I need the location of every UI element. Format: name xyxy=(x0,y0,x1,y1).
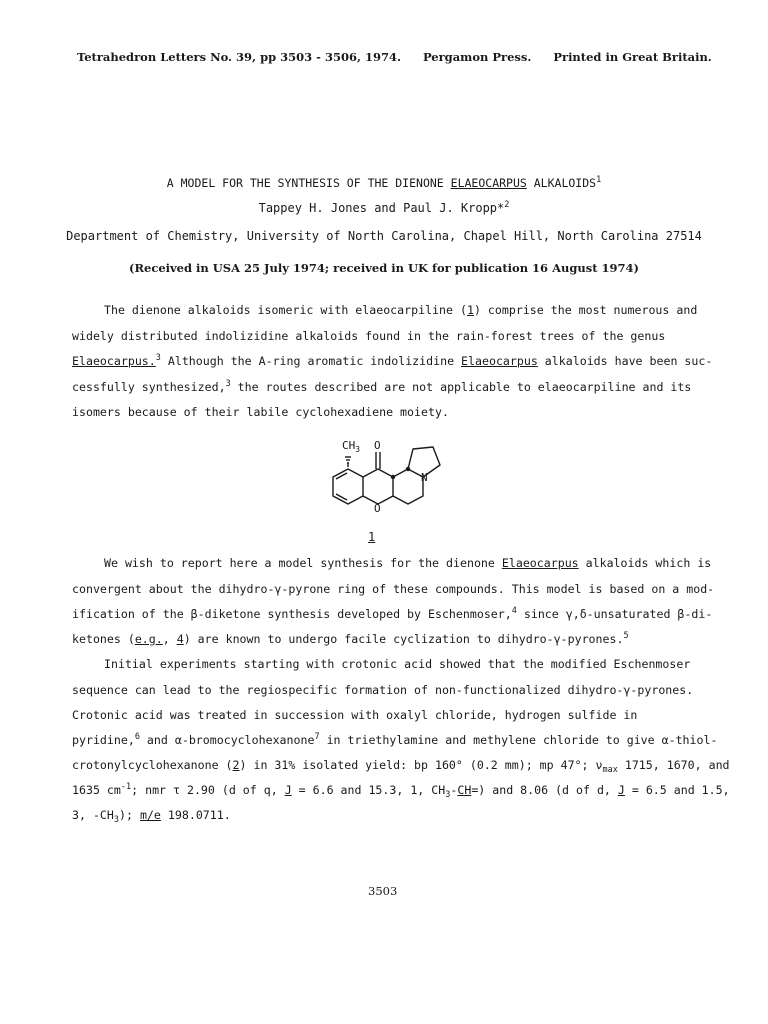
body-line: Elaeocarpus.$^3$ Although the A-ring aromatic indolizidine Elaeocarpus alkaloids have been suc- xyxy=(72,353,713,368)
footnote-marker: 1 xyxy=(596,175,602,185)
journal-citation: Tetrahedron Letters No. 39, pp 3503 - 3506, 1974. xyxy=(77,50,401,64)
affiliation: Department of Chemistry, University of North Carolina, Chapel Hill, North Carolina 27514 xyxy=(66,229,702,243)
ring-oxygen-label: O xyxy=(374,502,381,515)
author-list: Tappey H. Jones and Paul J. Kropp*$^2$ xyxy=(258,200,510,215)
page-number: 3503 xyxy=(368,884,398,898)
body-line: Crotonic acid was treated in succession with oxalyl chloride, hydrogen sulfide in xyxy=(72,708,638,722)
body-line: pyridine,$^6$ and α-bromocyclohexanone$^7$ in triethylamine and methylene chloride to give α-thiol- xyxy=(72,732,718,747)
body-line: The dienone alkaloids isomeric with elaeocarpiline (1) comprise the most numerous and xyxy=(104,303,698,317)
nitrogen-label: N xyxy=(421,471,428,484)
body-line: 1635 $cm^{-1}$; nmr τ 2.90 (d of q, J = 6.6 and 15.3, 1, $CH_3-CH=$) and 8.06 (d of d, J = 6.5 and 1.5, xyxy=(72,782,730,800)
body-line: ketones (e.g., 4) are known to undergo facile cyclization to dihydro-γ-pyrones.$^5$ xyxy=(72,631,629,646)
body-line: widely distributed indolizidine alkaloids found in the rain-forest trees of the genus xyxy=(72,329,666,343)
publisher: Pergamon Press. xyxy=(422,50,532,64)
compound-ref: 1 xyxy=(466,303,474,317)
body-line: isomers because of their labile cyclohexadiene moiety. xyxy=(72,405,449,419)
footnote-marker: 2 xyxy=(504,200,510,210)
body-line: crotonylcyclohexanone (2) in 31% isolated yield: bp 160° (0.2 mm); mp 47°; $\nu_{max}$ 1715, 1670, and xyxy=(72,758,730,775)
body-line: convergent about the dihydro-γ-pyrone ring of these compounds. This model is based on a mod- xyxy=(72,582,715,596)
received-dates: (Received in USA 25 July 1974; received in UK for publication 16 August 1974) xyxy=(129,261,639,275)
carbonyl-oxygen-label: O xyxy=(374,439,381,452)
methyl-label: $CH_3$ xyxy=(342,439,361,454)
paper-title: A MODEL FOR THE SYNTHESIS OF THE DIENONE ELAEOCARPUS ALKALOIDS$^1$ xyxy=(166,175,602,190)
chemical-structure xyxy=(318,437,468,519)
body-line: sequence can lead to the regiospecific formation of non-functionalized dihydro-γ-pyrones. xyxy=(72,683,694,697)
body-line: 3, $-CH_3$); m/e 198.0711. xyxy=(72,808,231,825)
body-line: ification of the β-diketone synthesis developed by Eschenmoser,$^4$ since γ,δ-unsaturated β-di- xyxy=(72,606,713,621)
body-line: We wish to report here a model synthesis for the dienone Elaeocarpus alkaloids which is xyxy=(104,556,712,570)
printed-in: Printed in Great Britain. xyxy=(553,50,712,64)
compound-number: 1 xyxy=(368,530,376,544)
body-line: Initial experiments starting with crotonic acid showed that the modified Eschenmoser xyxy=(104,657,691,671)
body-line: cessfully synthesized,$^3$ the routes described are not applicable to elaeocarpiline and its xyxy=(72,379,692,394)
journal-header xyxy=(77,50,712,64)
title-genus: ELAEOCARPUS xyxy=(450,176,527,190)
